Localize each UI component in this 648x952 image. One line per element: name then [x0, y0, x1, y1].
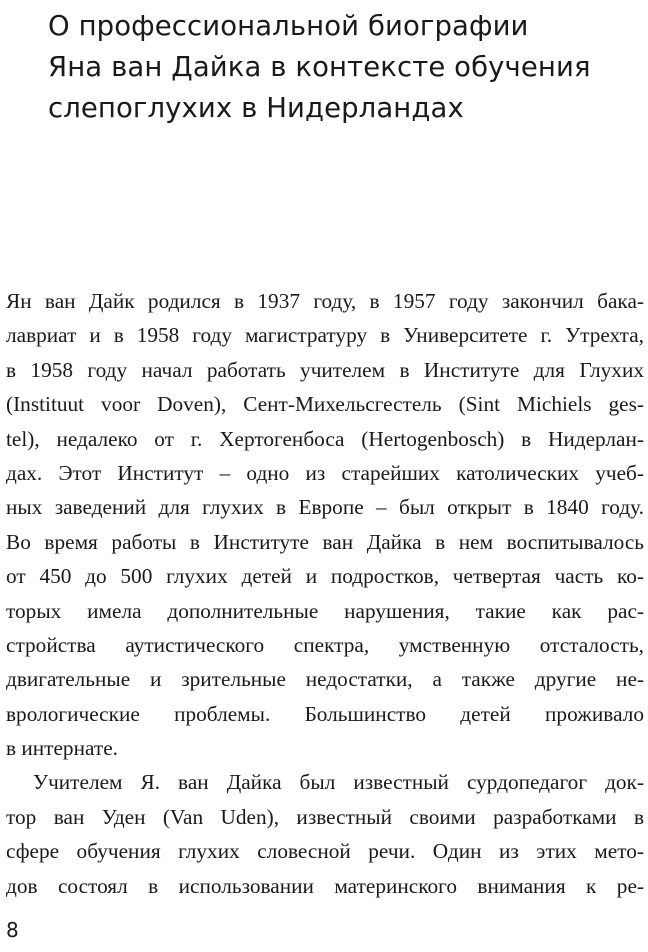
page-number: 8	[6, 918, 19, 942]
text-line: лавриат и в 1958 году магистратуру в Университете г. Утрехта,	[6, 323, 644, 348]
text-line: дов состоял в использовании материнского внимания к ре-	[6, 873, 644, 898]
text-line: Во время работы в Институте ван Дайка в нем воспитывалось	[6, 529, 644, 554]
text-line: торых имела дополнительные нарушения, такие как рас-	[6, 598, 644, 623]
chapter-title	[48, 6, 648, 129]
body-text	[6, 284, 644, 903]
text-line: от 450 до 500 глухих детей и подростков, четвертая часть ко-	[6, 564, 644, 589]
paragraph-2	[6, 765, 644, 903]
chapter-title-line: Яна ван Дайка в контексте обучения	[48, 51, 591, 83]
text-line: (Instituut voor Doven), Сент-Михельсгестель (Sint Michiels ges-	[6, 392, 644, 417]
text-line: стройства аутистического спектра, умственную отсталость,	[6, 632, 644, 657]
text-line: в интернате.	[6, 736, 118, 761]
text-line: в 1958 году начал работать учителем в Институте для Глухих	[6, 357, 644, 382]
text-line: врологические проблемы. Большинство детей проживало	[6, 701, 644, 726]
text-line: Учителем Я. ван Дайка был известный сурдопедагог док-	[33, 770, 644, 795]
text-line: тор ван Уден (Van Uden), известный своими разработками в	[6, 804, 644, 829]
text-line: ных заведений для глухих в Европе – был открыт в 1840 году.	[6, 495, 644, 520]
chapter-title-line: О профессиональной биографии	[48, 10, 529, 42]
chapter-title-line: слепоглухих в Нидерландах	[48, 92, 464, 124]
text-line: дах. Этот Институт – одно из старейших католических учеб-	[6, 460, 644, 485]
text-line: сфере обучения глухих словесной речи. Один из этих мето-	[6, 839, 644, 864]
text-line: tel), недалеко от г. Хертогенбоса (Hertogenbosch) в Нидерлан-	[6, 426, 644, 451]
text-line: Ян ван Дайк родился в 1937 году, в 1957 году закончил бака-	[6, 289, 644, 313]
text-line: двигательные и зрительные недостатки, а также другие не-	[6, 667, 644, 692]
paragraph-1	[6, 284, 644, 765]
